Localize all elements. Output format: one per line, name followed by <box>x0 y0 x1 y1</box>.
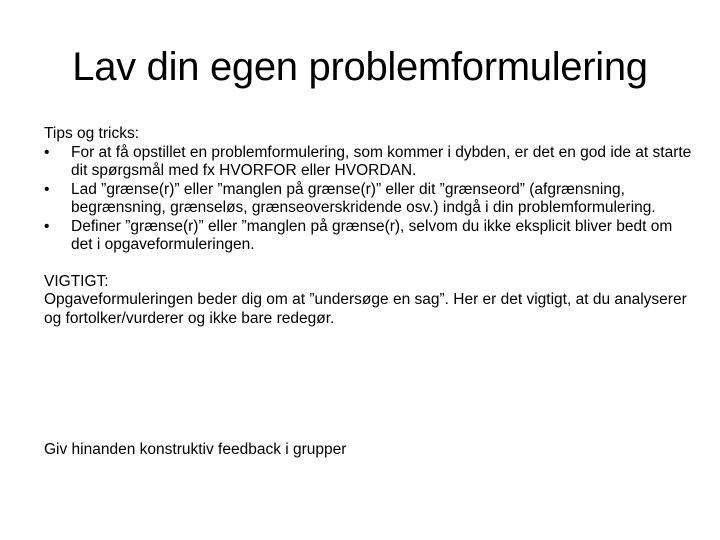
tips-heading: Tips og tricks: <box>44 125 140 142</box>
slide-title: Lav din egen problemformulering <box>72 45 648 89</box>
feedback-text: Giv hinanden konstruktiv feedback i grupper <box>44 441 347 458</box>
tips-list <box>44 144 694 255</box>
bullet-text: For at få opstillet en problemformulering, som kommer i dybden, er det en god ide at starte dit spørgsmål med fx HVORFOR eller HVORDAN. <box>71 143 692 179</box>
list-item <box>44 144 694 181</box>
important-text: Opgaveformuleringen beder dig om at ”undersøge en sag”. Her er det vigtigt, at du analyserer og fortolker/vurderer og ikke bare redegør. <box>44 291 687 327</box>
bullet-text: Lad ”grænse(r)” eller ”manglen på grænse(r)” eller dit ”grænseord” (afgrænsning, begrænsning, grænseløs, grænseoverskridende osv.) indgå i din problemformulering. <box>71 180 656 216</box>
list-item <box>44 218 694 255</box>
list-item <box>44 181 694 218</box>
bullet-text: Definer ”grænse(r)” eller ”manglen på grænse(r), selvom du ikke eksplicit bliver bedt om det i opgaveformuleringen. <box>71 217 673 253</box>
bullet-icon: • <box>44 143 50 161</box>
spacer <box>44 255 694 273</box>
slide-body <box>44 125 694 328</box>
bullet-icon: • <box>44 180 50 198</box>
important-heading: VIGTIGT: <box>44 272 109 290</box>
bullet-icon: • <box>44 217 50 235</box>
